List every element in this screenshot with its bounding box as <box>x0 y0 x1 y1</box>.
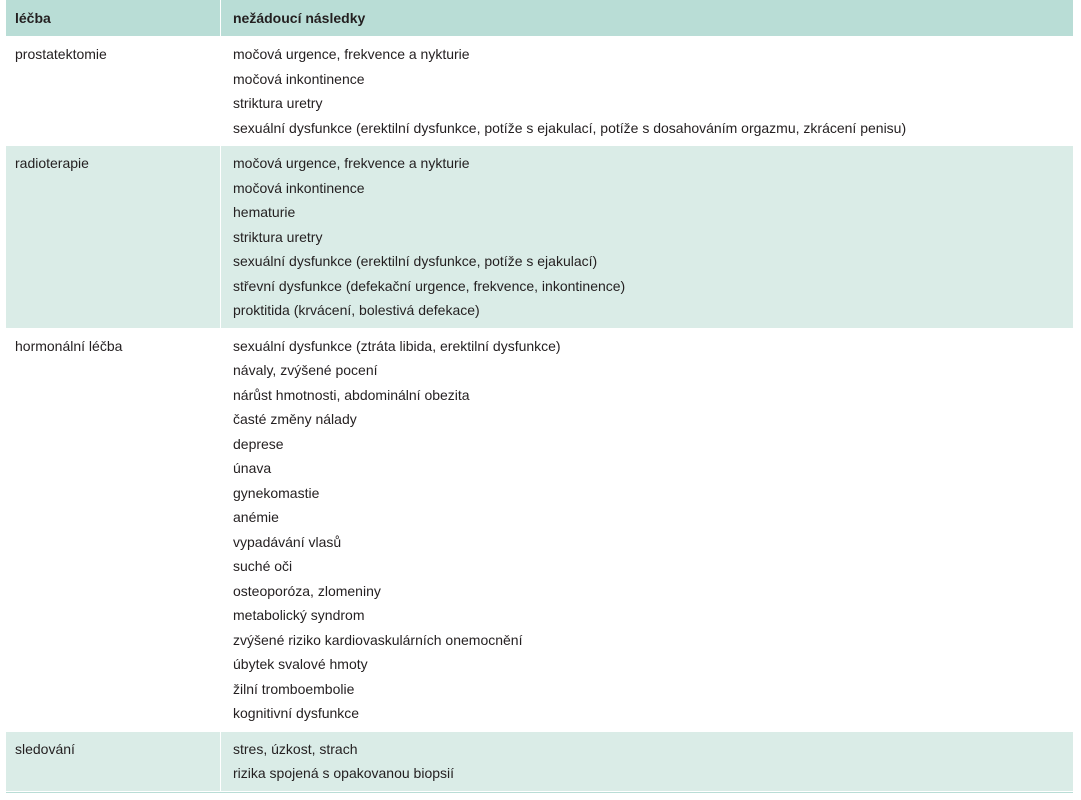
effect-item: sexuální dysfunkce (erektilní dysfunkce, potíže s ejakulací, potíže s dosahováním orgazmu, zkrácení penisu) <box>233 119 907 136</box>
effect-item: rizika spojená s opakovanou biopsií <box>233 765 455 781</box>
treatment-cell: radioterapie <box>6 146 221 328</box>
effects-cell <box>221 329 1073 731</box>
effect-item: úbytek svalové hmoty <box>233 656 368 672</box>
effects-cell <box>221 146 1073 328</box>
treatment-cell: hormonální léčba <box>6 329 221 731</box>
effect-item: stres, úzkost, strach <box>233 740 358 757</box>
effect-item: močová urgence, frekvence a nykturie <box>233 155 470 171</box>
effect-item: návaly, zvýšené pocení <box>233 362 378 378</box>
effect-item: gynekomastie <box>233 484 320 501</box>
table-row <box>6 146 1073 329</box>
effect-item: osteoporóza, zlomeniny <box>233 582 381 599</box>
effect-item: zvýšené riziko kardiovaskulárních onemocnění <box>233 631 523 648</box>
header-treatment: léčba <box>6 0 221 36</box>
effect-item: vypadávání vlasů <box>233 533 342 550</box>
effect-item: metabolický syndrom <box>233 607 365 623</box>
effect-item: sexuální dysfunkce (ztráta libida, erektilní dysfunkce) <box>233 337 561 354</box>
effect-item: střevní dysfunkce (defekační urgence, frekvence, inkontinence) <box>233 277 626 294</box>
effect-item: proktitida (krvácení, bolestivá defekace) <box>233 302 480 318</box>
treatment-cell: sledování <box>6 732 221 791</box>
effect-item: močová urgence, frekvence a nykturie <box>233 46 470 62</box>
effect-item: močová inkontinence <box>233 70 365 87</box>
table-row <box>6 329 1073 732</box>
effect-item: suché oči <box>233 558 293 574</box>
effect-item: nárůst hmotnosti, abdominální obezita <box>233 386 470 403</box>
table-header-row <box>6 0 1073 37</box>
header-effects: nežádoucí následky <box>233 10 366 26</box>
adverse-effects-table <box>6 0 1073 793</box>
effect-item: sexuální dysfunkce (erektilní dysfunkce, potíže s ejakulací) <box>233 253 598 269</box>
effect-item: deprese <box>233 435 284 452</box>
effect-item: močová inkontinence <box>233 179 365 196</box>
table-row <box>6 37 1073 146</box>
effect-item: hematurie <box>233 204 296 220</box>
effect-item: kognitivní dysfunkce <box>233 705 360 721</box>
table-row <box>6 732 1073 792</box>
effects-cell <box>221 732 1073 791</box>
table-bottom-rule <box>6 792 1073 793</box>
effect-item: únava <box>233 460 272 476</box>
treatment-cell: prostatektomie <box>6 37 221 145</box>
effects-cell <box>221 37 1073 145</box>
effect-item: žilní tromboembolie <box>233 680 355 697</box>
effect-item: striktura uretry <box>233 95 323 111</box>
effect-item: časté změny nálady <box>233 411 357 427</box>
effect-item: anémie <box>233 509 279 525</box>
effect-item: striktura uretry <box>233 228 323 245</box>
